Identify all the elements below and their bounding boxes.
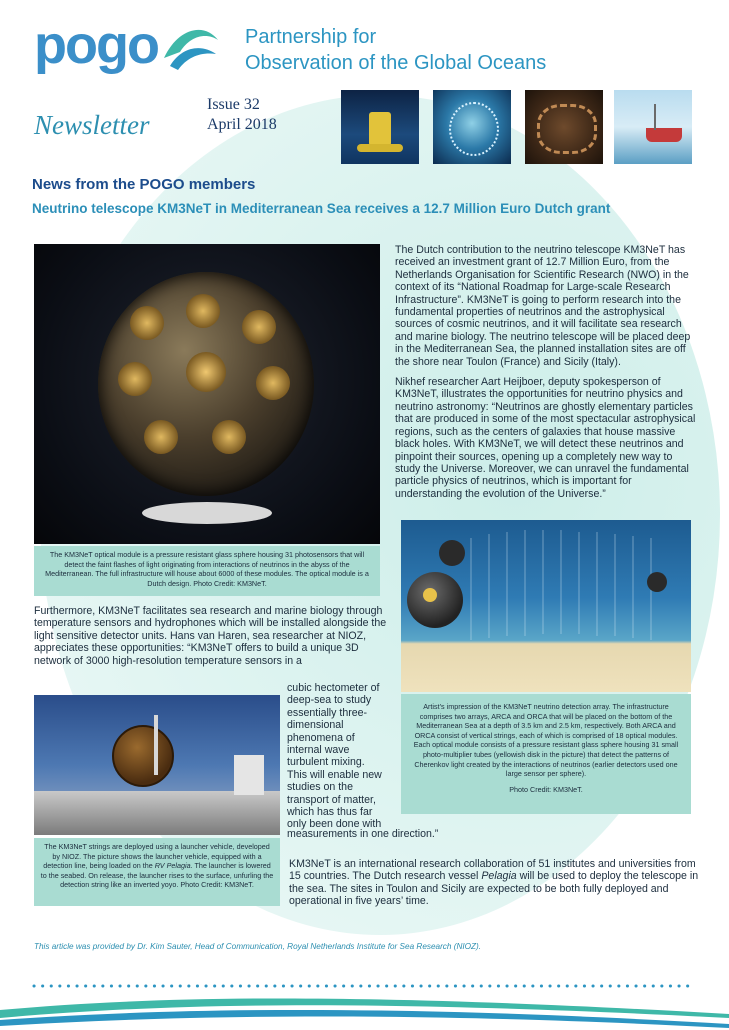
- module-stand: [142, 502, 272, 524]
- array-caption-text: Artist’s impression of the KM3NeT neutrino detection array. The infrastructure comprises two arrays, ARCA and ORCA that will be placed on the bottom of the Mediterranean Sea at a depth of 3.5 km and 2.5 km, respectively. Both ARCA and ORCA consist of vertical strings, each of which is comprised of 18 optical modules. Each optical module consists of a pressure resistant glass sphere housing 31 small photo-multiplier tubes (yellowish disk in the picture) that detect the patterns of Cherenkov light created by the interactions of neutrinos (earlier detectors used one large sensor per sphere).: [413, 702, 679, 779]
- photosensor: [118, 362, 152, 396]
- vessel-mast: [654, 104, 656, 130]
- photosensor: [144, 420, 178, 454]
- launcher-vehicle: [112, 725, 174, 787]
- vessel-hull: [646, 128, 682, 142]
- footer-wave: [0, 988, 729, 1030]
- buoy-shape: [369, 112, 391, 146]
- array-caption: [401, 694, 691, 814]
- collab-vessel: Pelagia: [481, 870, 517, 883]
- launcher-caption-part1: The KM3NeT strings are deployed using a launcher vehicle, developed by NIOZ. The picture shows the launcher vehicle, equipped with a detection line, being loaded on the: [43, 842, 270, 871]
- plankton-photo: [433, 90, 511, 164]
- photosensor: [186, 294, 220, 328]
- module-sphere-small: [647, 572, 667, 592]
- collab-part2: will be used to deploy the telescope in the sea. The sites in Toulon and Sicily are expected to be both fully deployed and operational in five years’ time.: [289, 870, 699, 908]
- array-caption-credit: Photo Credit: KM3NeT.: [509, 784, 583, 794]
- collab-part1: KM3NeT is an international research collaboration of 51 institutes and universities from 15 countries. The Dutch research vessel: [289, 858, 696, 883]
- plankton-shape: [449, 102, 499, 156]
- detector-array-illustration: [401, 520, 691, 692]
- photosensor: [130, 306, 164, 340]
- photosensor: [423, 588, 437, 602]
- launcher-caption-vessel: RV Pelagia: [154, 861, 191, 871]
- launcher-caption: [34, 838, 280, 906]
- logo-wave-icon: [160, 18, 222, 76]
- section-title: News from the POGO members: [32, 176, 256, 193]
- photosensor: [212, 420, 246, 454]
- research-vessel-photo: [614, 90, 692, 164]
- ship-superstructure: [234, 755, 264, 795]
- launcher-photo: [34, 695, 280, 835]
- org-name-line1: Partnership for: [245, 26, 377, 48]
- paragraph-collaboration: [289, 858, 699, 908]
- buoy-base: [357, 144, 403, 152]
- paragraph-nioz-end: measurements in one direction.”: [287, 828, 439, 840]
- org-name: [245, 24, 546, 76]
- paragraph-nioz: Furthermore, KM3NeT facilitates sea research and marine biology through temperature sensors and hydrophones which will be installed alongside the light sensitive detector units. Hans van Haren, sea researcher at NIOZ, appreciates these opportunities: “KM3NeT offers to build a unique 3D network of 3000 high-resolution temperature sensors in a: [34, 605, 387, 667]
- pogo-logo: pogo: [34, 15, 158, 75]
- diatom-photo: [525, 90, 603, 164]
- optical-module-photo: [34, 244, 380, 544]
- photosensor: [242, 310, 276, 344]
- launcher-caption-part2: . The launcher is lowered to the seabed. On release, the launcher rises to the surface, unfurling the detection string like an inverted yoyo. Photo Credit: KM3NeT.: [40, 861, 274, 890]
- photosensor: [186, 352, 226, 392]
- ship-deck: [34, 791, 280, 835]
- paragraph-grant: The Dutch contribution to the neutrino telescope KM3NeT has received an investment grant of 12.7 Million Euro, from the Netherlands Organisation for Scientific Research (NWO) in the context of its “National Roadmap for Large-scale Research Infrastructure”. KM3NeT is going to perform research into the fundamental properties of neutrinos and the astrophysical sources of cosmic neutrinos, and it will facilitate sea research and marine biology. The neutrino telescope will be placed deep in the Mediterranean Sea, the planned installation sites are off the shore near Toulon (France) and Sicily (Italy).: [395, 244, 691, 368]
- buoy-photo: [341, 90, 419, 164]
- module-sphere-large: [407, 572, 463, 628]
- paragraph-nioz-column: cubic hectometer of deep-sea to study essentially three-dimensional phenomena of internal wave turbulent mixing. This will enable new studies on the transport of matter, which has thus far only been done with: [287, 682, 382, 831]
- issue-info: [207, 95, 277, 135]
- module-caption: The KM3NeT optical module is a pressure resistant glass sphere housing 31 photosensors that will detect the faint flashes of light originating from interactions of neutrinos in the abyss of the Mediterranean. The full infrastructure will house about 6000 of these modules. The optical module is a Dutch design. Photo Credit: KM3NeT.: [34, 546, 380, 596]
- paragraph-heijboer: Nikhef researcher Aart Heijboer, deputy spokesperson of KM3NeT, illustrates the opportunities for neutrino physics and neutrino astronomy: “Neutrinos are ghostly elementary particles that are produced in some of the most spectacular astrophysical regions, such as the centers of galaxies that house massive black holes. With KM3NeT, we will detect these neutrinos and pinpoint their sources, opening up a completely new way to study the Universe. Moreover, we can unravel the fundamental particle physics of neutrinos, which is important for understanding the evolution of the Universe.”: [395, 376, 696, 500]
- org-name-line2: Observation of the Global Oceans: [245, 52, 547, 74]
- newsletter-label: Newsletter: [34, 110, 150, 140]
- diatom-shape: [537, 104, 597, 154]
- photosensor: [256, 366, 290, 400]
- module-sphere-small: [439, 540, 465, 566]
- issue-number: Issue 32: [207, 96, 260, 113]
- article-title: Neutrino telescope KM3NeT in Mediterranean Sea receives a 12.7 Million Euro Dutch grant: [32, 201, 611, 216]
- issue-date: April 2018: [207, 116, 277, 133]
- crane-arm: [154, 715, 158, 775]
- article-intro: [395, 244, 700, 500]
- footer-credit: This article was provided by Dr. Kim Sauter, Head of Communication, Royal Netherlands Institute for Sea Research (NIOZ).: [34, 942, 482, 951]
